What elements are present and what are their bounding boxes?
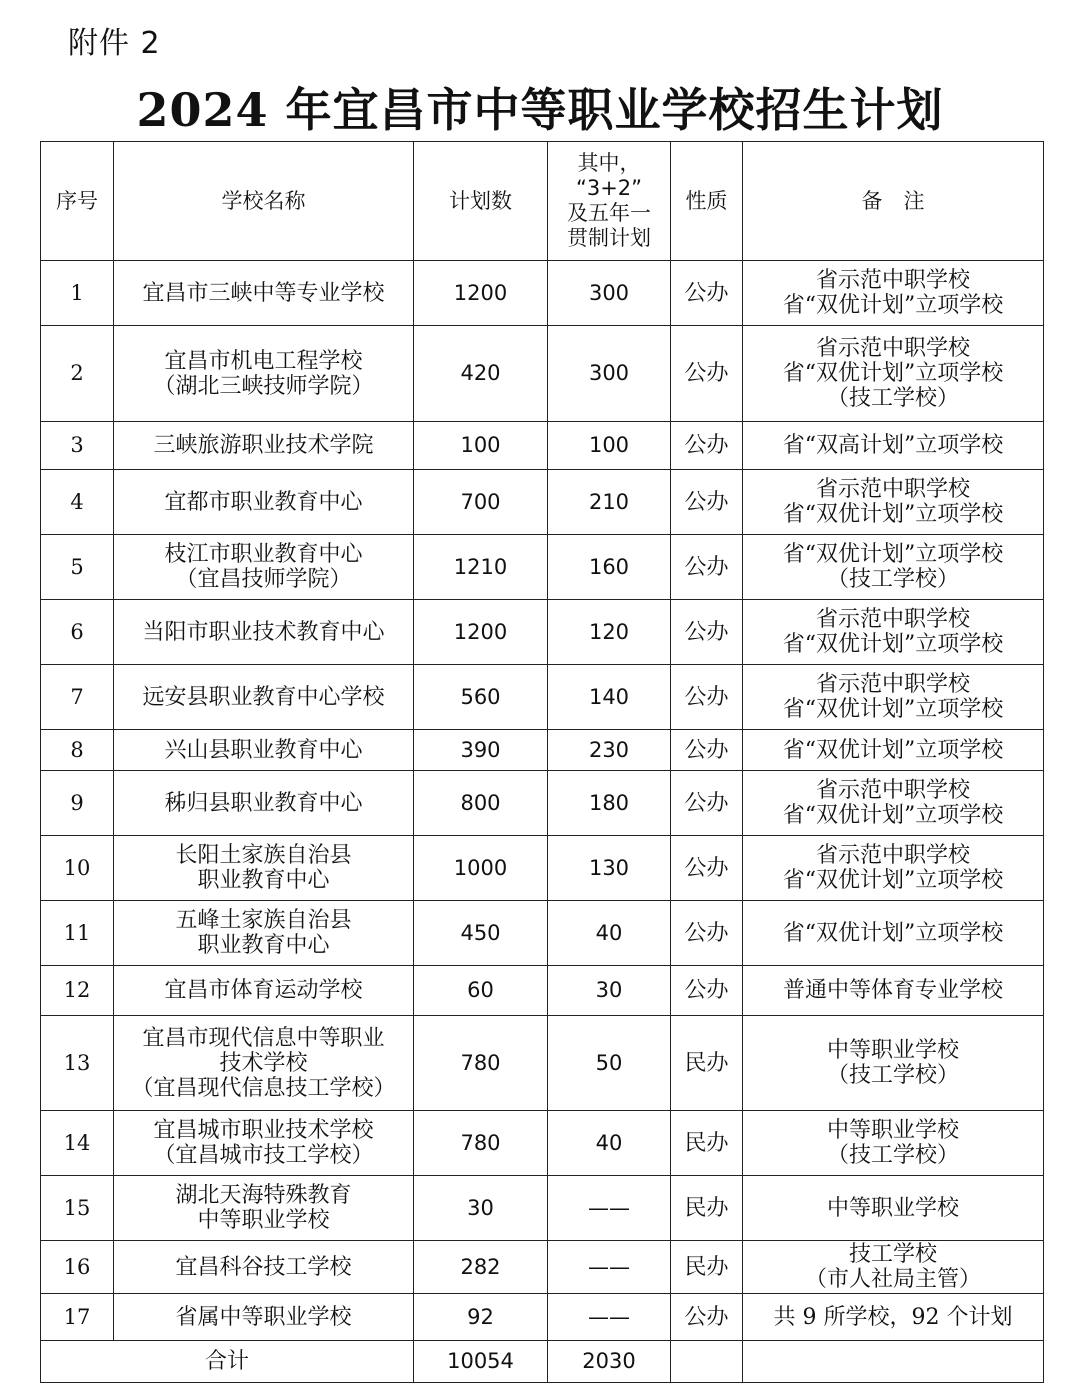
row-index: 17 [41, 1294, 114, 1341]
header-index: 序号 [41, 142, 114, 261]
table-row [41, 1016, 1044, 1111]
row-sub-plan: 230 [548, 730, 671, 771]
row-sub-plan: 140 [548, 665, 671, 730]
row-sub-plan: 50 [548, 1016, 671, 1111]
row-remark: 省示范中职学校 省“双优计划”立项学校 [743, 470, 1044, 535]
row-remark: 中等职业学校 （技工学校） [743, 1016, 1044, 1111]
row-school: 宜昌市现代信息中等职业 技术学校 （宜昌现代信息技工学校） [114, 1016, 414, 1111]
row-nature: 公办 [671, 665, 743, 730]
row-plan: 450 [414, 901, 548, 966]
row-plan: 420 [414, 326, 548, 422]
table-row [41, 326, 1044, 422]
row-index: 12 [41, 966, 114, 1016]
row-index: 14 [41, 1111, 114, 1176]
row-index: 5 [41, 535, 114, 600]
row-remark: 省示范中职学校 省“双优计划”立项学校 （技工学校） [743, 326, 1044, 422]
row-sub-plan: 40 [548, 901, 671, 966]
header-sub-plan: 其中， “3+2” 及五年一 贯制计划 [548, 142, 671, 261]
row-nature: 公办 [671, 836, 743, 901]
row-sub-plan: 130 [548, 836, 671, 901]
row-nature: 公办 [671, 261, 743, 326]
row-sub-plan: 210 [548, 470, 671, 535]
attachment-label: 附件 2 [68, 26, 161, 61]
total-row [41, 1341, 1044, 1383]
row-school: 三峡旅游职业技术学院 [114, 422, 414, 470]
row-plan: 390 [414, 730, 548, 771]
row-sub-plan: 300 [548, 326, 671, 422]
row-plan: 30 [414, 1176, 548, 1241]
row-sub-plan: 160 [548, 535, 671, 600]
row-plan: 560 [414, 665, 548, 730]
row-school: 省属中等职业学校 [114, 1294, 414, 1341]
row-school: 五峰土家族自治县 职业教育中心 [114, 901, 414, 966]
total-label: 合计 [41, 1341, 414, 1383]
table-row [41, 1176, 1044, 1241]
row-index: 1 [41, 261, 114, 326]
row-sub-plan: 30 [548, 966, 671, 1016]
row-school: 湖北天海特殊教育 中等职业学校 [114, 1176, 414, 1241]
row-nature: 民办 [671, 1111, 743, 1176]
row-nature: 公办 [671, 730, 743, 771]
row-sub-plan: —— [548, 1176, 671, 1241]
header-row [41, 142, 1044, 261]
row-nature: 公办 [671, 326, 743, 422]
row-remark: 技工学校 （市人社局主管） [743, 1241, 1044, 1294]
table-row [41, 771, 1044, 836]
row-plan: 700 [414, 470, 548, 535]
row-sub-plan: —— [548, 1241, 671, 1294]
row-remark: 省“双优计划”立项学校 [743, 730, 1044, 771]
row-school: 宜都市职业教育中心 [114, 470, 414, 535]
table-row [41, 665, 1044, 730]
row-plan: 1200 [414, 261, 548, 326]
row-plan: 1210 [414, 535, 548, 600]
row-school: 长阳土家族自治县 职业教育中心 [114, 836, 414, 901]
row-index: 7 [41, 665, 114, 730]
row-sub-plan: 180 [548, 771, 671, 836]
row-remark: 省示范中职学校 省“双优计划”立项学校 [743, 665, 1044, 730]
row-plan: 1200 [414, 600, 548, 665]
row-school: 远安县职业教育中心学校 [114, 665, 414, 730]
row-school: 秭归县职业教育中心 [114, 771, 414, 836]
total-remark [743, 1341, 1044, 1383]
row-index: 16 [41, 1241, 114, 1294]
row-nature: 公办 [671, 535, 743, 600]
row-nature: 民办 [671, 1241, 743, 1294]
row-index: 8 [41, 730, 114, 771]
row-nature: 公办 [671, 966, 743, 1016]
row-nature: 公办 [671, 422, 743, 470]
row-school: 宜昌城市职业技术学校 （宜昌城市技工学校） [114, 1111, 414, 1176]
header-remark: 备 注 [743, 142, 1044, 261]
row-remark: 普通中等体育专业学校 [743, 966, 1044, 1016]
row-index: 3 [41, 422, 114, 470]
row-remark: 省示范中职学校 省“双优计划”立项学校 [743, 836, 1044, 901]
row-plan: 780 [414, 1111, 548, 1176]
row-nature: 公办 [671, 600, 743, 665]
row-nature: 公办 [671, 470, 743, 535]
table-row [41, 1294, 1044, 1341]
row-remark: 省“双优计划”立项学校 （技工学校） [743, 535, 1044, 600]
total-nature [671, 1341, 743, 1383]
row-plan: 1000 [414, 836, 548, 901]
row-sub-plan: 100 [548, 422, 671, 470]
row-nature: 民办 [671, 1176, 743, 1241]
row-plan: 100 [414, 422, 548, 470]
row-school: 当阳市职业技术教育中心 [114, 600, 414, 665]
row-index: 13 [41, 1016, 114, 1111]
row-nature: 民办 [671, 1016, 743, 1111]
table-row [41, 600, 1044, 665]
header-plan: 计划数 [414, 142, 548, 261]
table-row [41, 836, 1044, 901]
row-nature: 公办 [671, 1294, 743, 1341]
row-school: 枝江市职业教育中心 （宜昌技师学院） [114, 535, 414, 600]
row-index: 9 [41, 771, 114, 836]
row-plan: 282 [414, 1241, 548, 1294]
total-plan: 10054 [414, 1341, 548, 1383]
row-school: 宜昌市体育运动学校 [114, 966, 414, 1016]
row-plan: 60 [414, 966, 548, 1016]
row-remark: 中等职业学校 （技工学校） [743, 1111, 1044, 1176]
row-sub-plan: 40 [548, 1111, 671, 1176]
row-school: 宜昌科谷技工学校 [114, 1241, 414, 1294]
row-index: 10 [41, 836, 114, 901]
row-nature: 公办 [671, 771, 743, 836]
row-index: 2 [41, 326, 114, 422]
row-sub-plan: —— [548, 1294, 671, 1341]
row-school: 宜昌市机电工程学校 （湖北三峡技师学院） [114, 326, 414, 422]
row-remark: 中等职业学校 [743, 1176, 1044, 1241]
row-remark: 省示范中职学校 省“双优计划”立项学校 [743, 261, 1044, 326]
table-row [41, 966, 1044, 1016]
row-remark: 省示范中职学校 省“双优计划”立项学校 [743, 771, 1044, 836]
table-row [41, 422, 1044, 470]
row-index: 15 [41, 1176, 114, 1241]
row-index: 4 [41, 470, 114, 535]
table-row [41, 1241, 1044, 1294]
row-plan: 92 [414, 1294, 548, 1341]
row-index: 6 [41, 600, 114, 665]
row-school: 兴山县职业教育中心 [114, 730, 414, 771]
table-row [41, 730, 1044, 771]
table-row [41, 261, 1044, 326]
total-sub-plan: 2030 [548, 1341, 671, 1383]
header-school: 学校名称 [114, 142, 414, 261]
row-remark: 省“双高计划”立项学校 [743, 422, 1044, 470]
page-title: 2024 年宜昌市中等职业学校招生计划 [136, 83, 944, 137]
header-nature: 性质 [671, 142, 743, 261]
row-sub-plan: 120 [548, 600, 671, 665]
table-row [41, 470, 1044, 535]
row-index: 11 [41, 901, 114, 966]
row-remark: 省示范中职学校 省“双优计划”立项学校 [743, 600, 1044, 665]
row-sub-plan: 300 [548, 261, 671, 326]
row-remark: 省“双优计划”立项学校 [743, 901, 1044, 966]
table-row [41, 901, 1044, 966]
table-row [41, 535, 1044, 600]
row-school: 宜昌市三峡中等专业学校 [114, 261, 414, 326]
table-row [41, 1111, 1044, 1176]
enrollment-plan-table [40, 141, 1044, 1383]
row-plan: 800 [414, 771, 548, 836]
row-remark: 共 9 所学校，92 个计划 [743, 1294, 1044, 1341]
row-nature: 公办 [671, 901, 743, 966]
row-plan: 780 [414, 1016, 548, 1111]
